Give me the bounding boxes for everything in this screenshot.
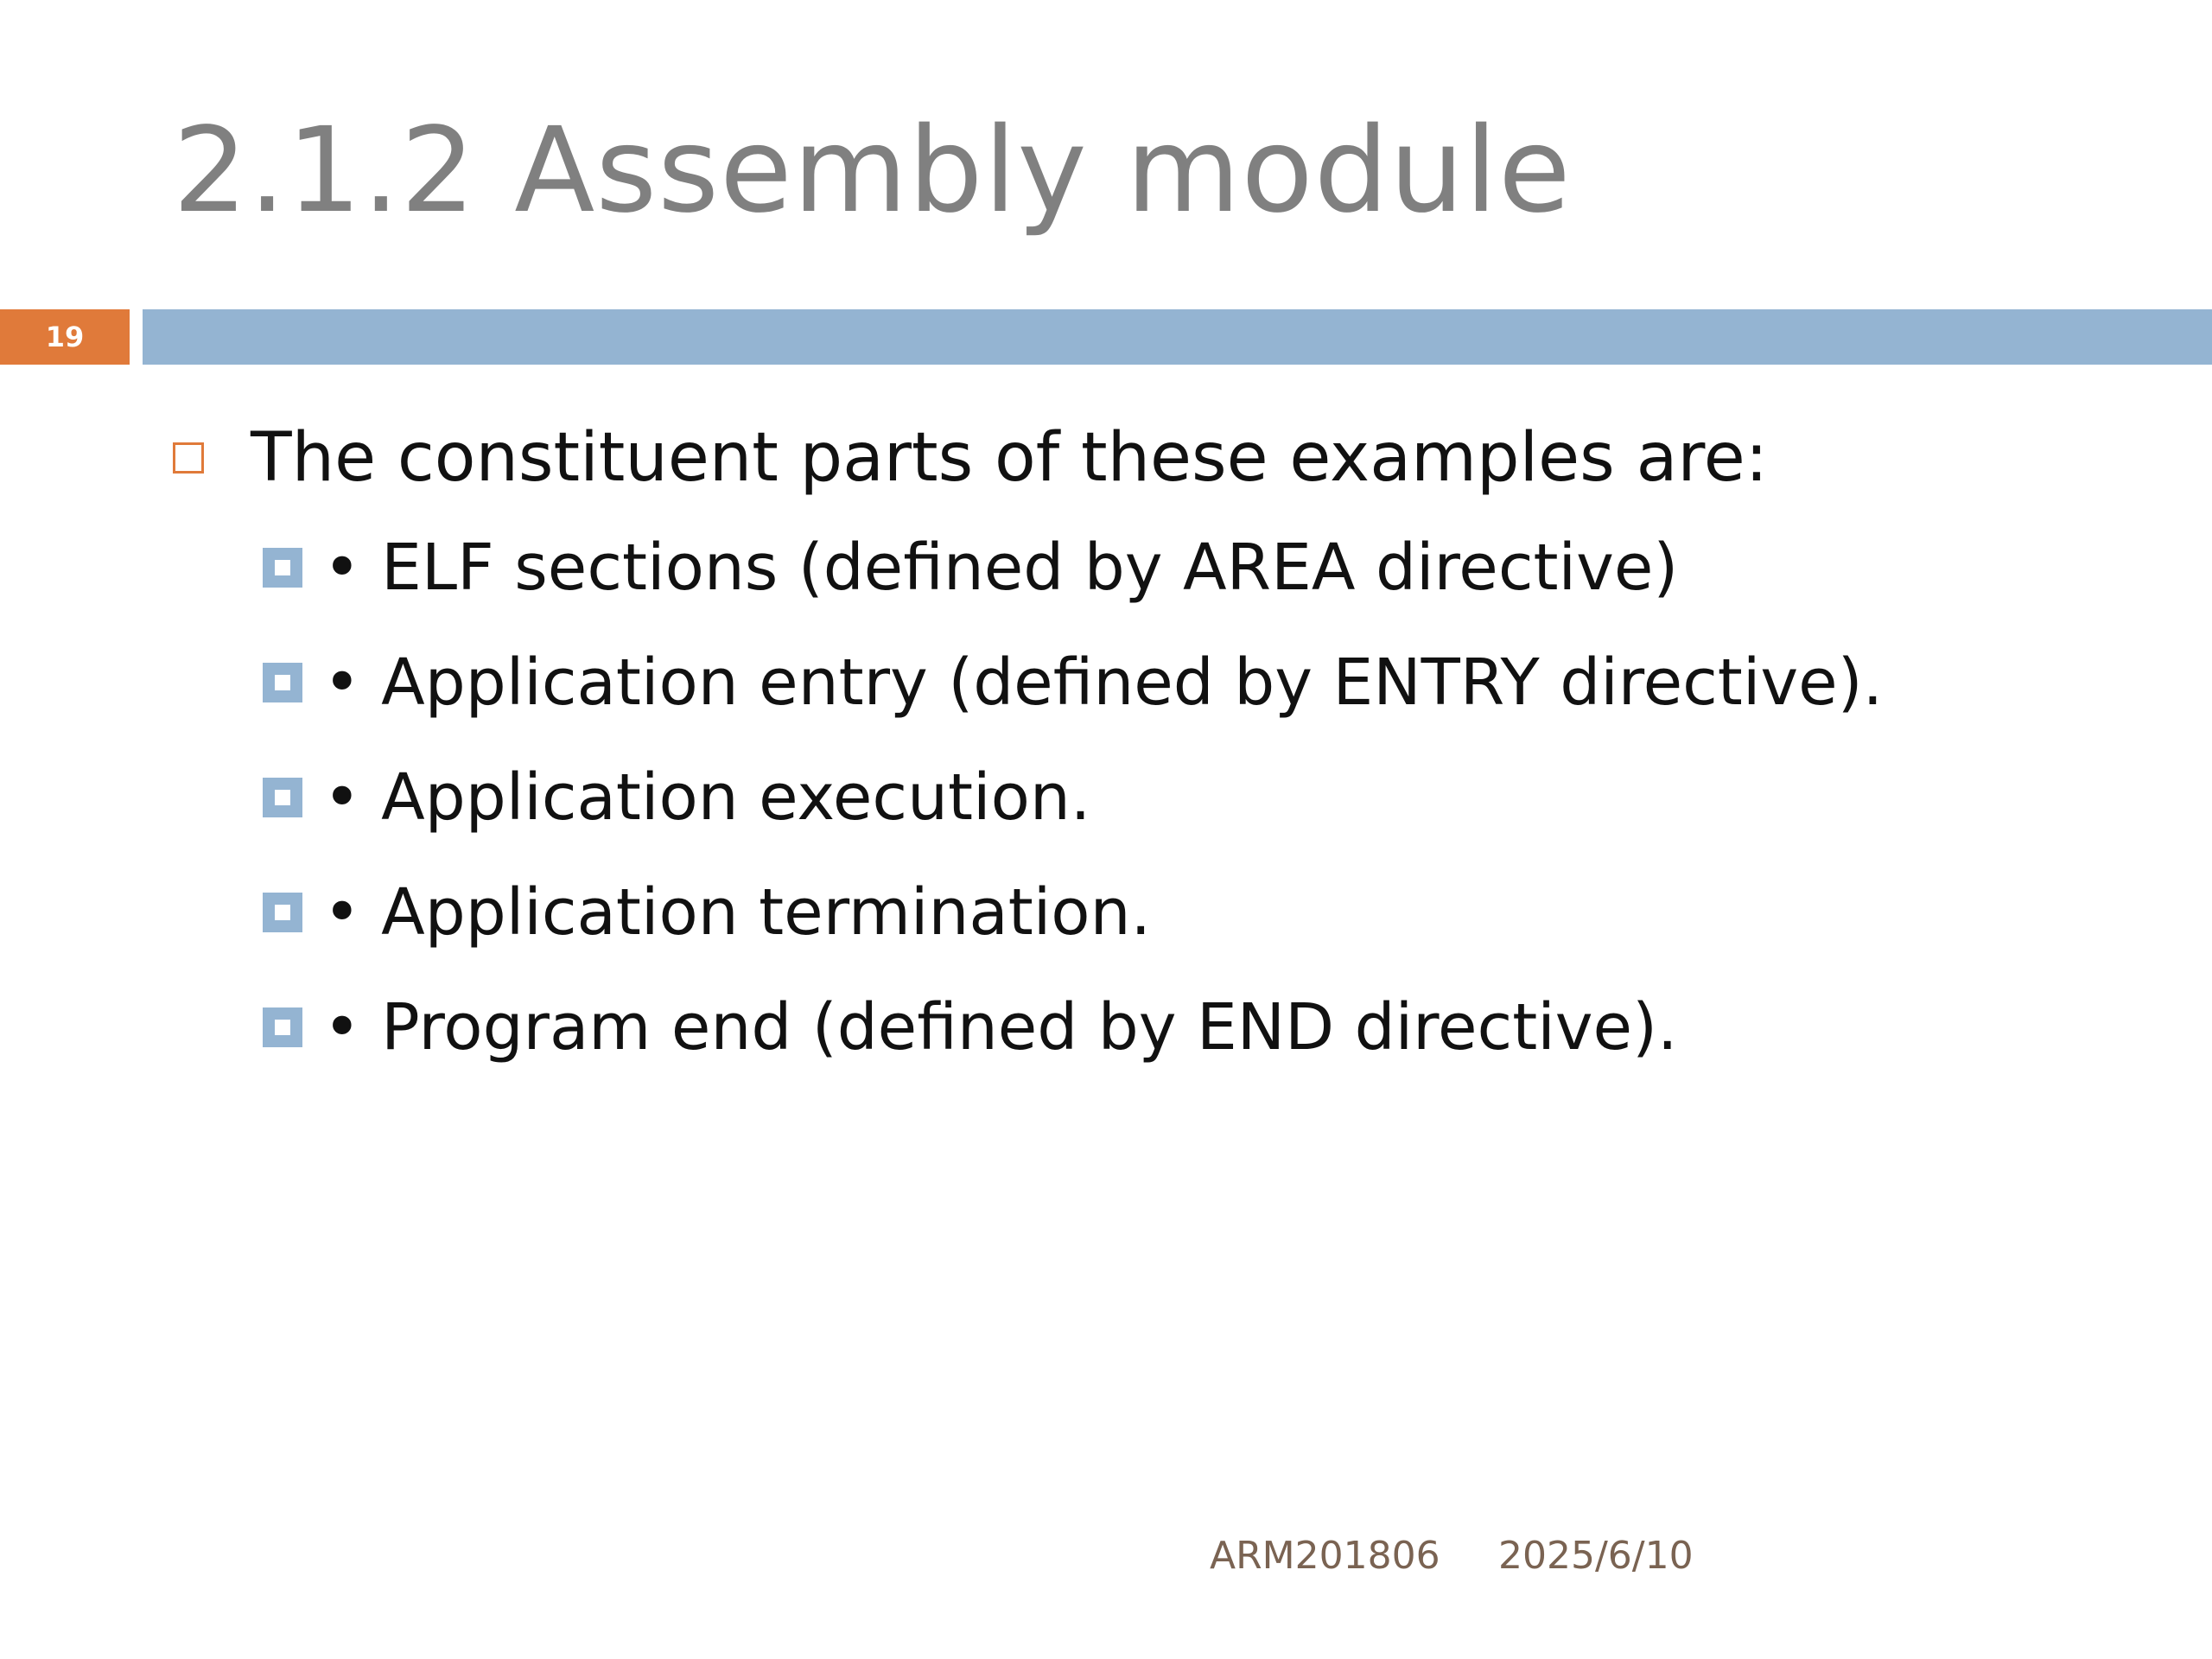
square-bullet-icon (263, 663, 302, 702)
list-item (263, 969, 1883, 1084)
square-bullet-icon (263, 548, 302, 588)
content-heading (173, 406, 1883, 510)
list-item-text: • ELF sections (defined by AREA directive) (323, 530, 1679, 605)
title-divider-bar (143, 309, 2212, 365)
list-item-text: • Application termination. (323, 874, 1151, 950)
slide-content (173, 406, 1883, 1084)
list-item (263, 855, 1883, 969)
square-bullet-icon (263, 1007, 302, 1047)
list-item-text: • Program end (defined by END directive). (323, 989, 1678, 1065)
square-bullet-icon (263, 778, 302, 817)
hollow-square-icon (173, 442, 204, 474)
footer-date: 2025/6/10 (1498, 1534, 1694, 1578)
list-item-text: • Application entry (defined by ENTRY directive). (323, 645, 1884, 720)
list-item-text: • Application execution. (323, 760, 1091, 835)
footer-course-code: ARM201806 (1210, 1534, 1440, 1578)
list-item (263, 740, 1883, 855)
slide-title: 2.1.2 Assembly module (173, 103, 1572, 239)
list-item (263, 625, 1883, 740)
square-bullet-icon (263, 893, 302, 932)
content-heading-text: The constituent parts of these examples are: (251, 419, 1768, 497)
list-item (263, 510, 1883, 625)
slide-number-badge: 19 (0, 309, 130, 365)
